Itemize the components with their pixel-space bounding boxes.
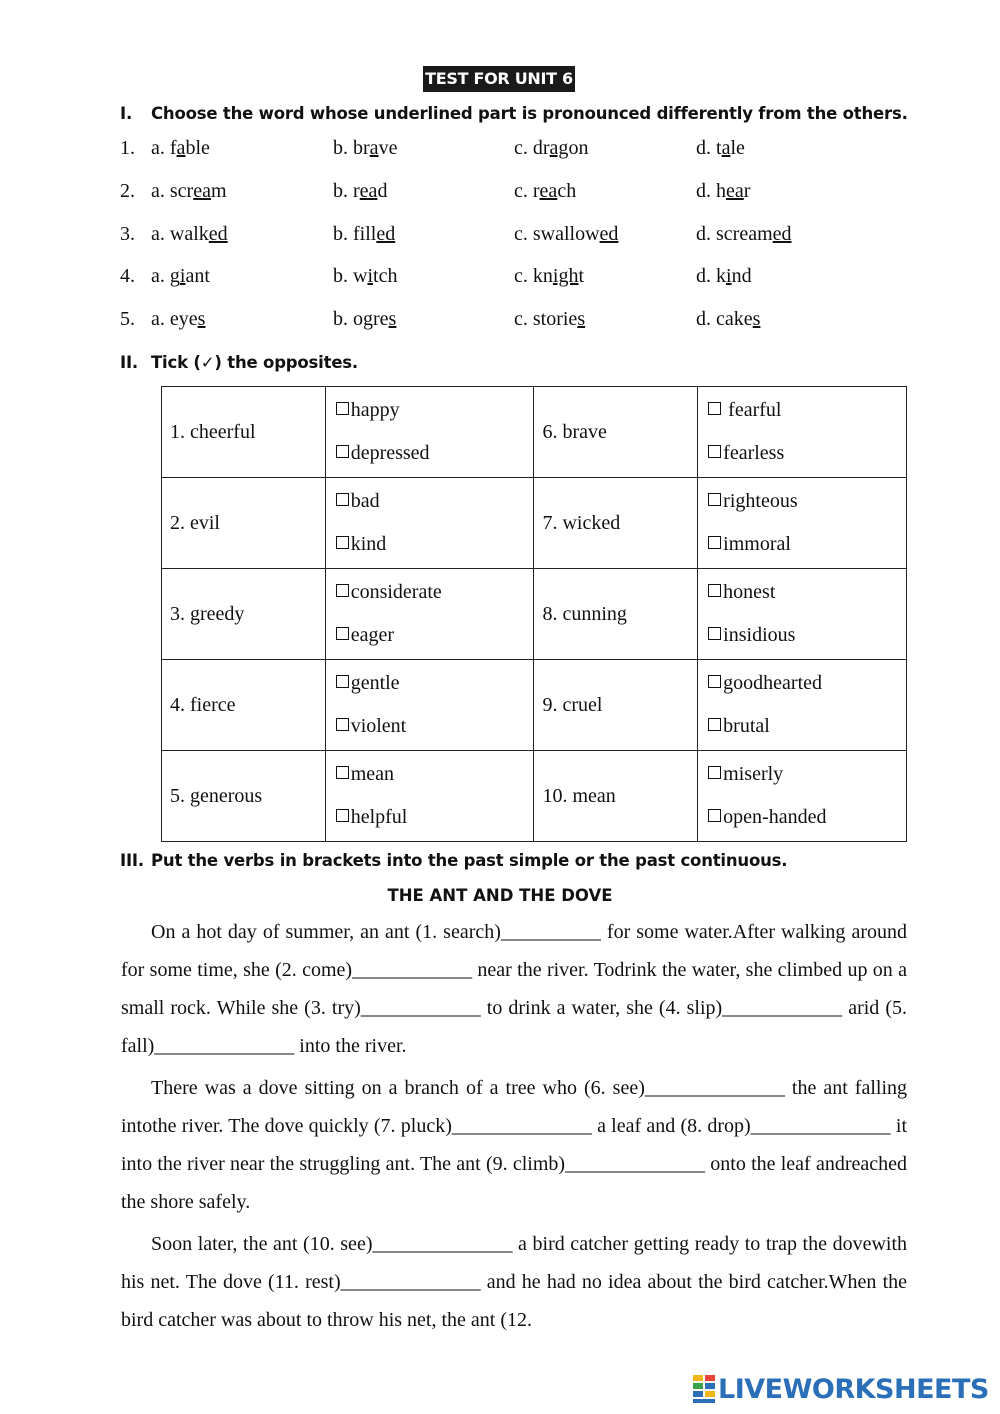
answer-option[interactable]	[514, 265, 584, 288]
question-number: 3.	[120, 223, 135, 245]
answer-option[interactable]	[333, 180, 387, 203]
target-word: 8. cunning	[534, 569, 698, 660]
option-text: m	[210, 180, 227, 202]
choice-cell	[325, 387, 534, 478]
underlined-part: i	[726, 265, 732, 287]
choice-label: depressed	[350, 442, 430, 464]
underlined-part: ed	[208, 223, 228, 245]
choice-label: miserly	[723, 763, 784, 785]
story-title: THE ANT AND THE DOVE	[387, 886, 613, 905]
answer-option[interactable]	[333, 265, 397, 288]
answer-option[interactable]	[696, 265, 752, 288]
answer-option[interactable]	[514, 308, 585, 331]
story-paragraph-3: Soon later, the ant (10. see)______________ a bird catcher getting ready to trap the dovewith his net. The dove (11. rest)______________ and he had no idea about the bird catcher.When the bird catcher was about to throw his net, the ant (12.	[121, 1233, 907, 1331]
checkbox-icon[interactable]	[336, 584, 349, 597]
choice-cell	[325, 660, 534, 751]
question-number: 5.	[120, 308, 135, 330]
option-text: ble	[185, 137, 210, 159]
checkbox-icon[interactable]	[336, 675, 349, 688]
choice-option[interactable]	[336, 571, 524, 614]
choice-option[interactable]	[336, 753, 524, 796]
underlined-part: s	[577, 308, 586, 330]
choice-cell	[698, 387, 907, 478]
choice-label: immoral	[723, 533, 791, 555]
option-text: d. h	[696, 180, 726, 202]
answer-option[interactable]	[151, 308, 205, 331]
choice-label: kind	[350, 533, 387, 555]
option-text: b. r	[333, 180, 360, 202]
table-row	[162, 478, 907, 569]
choice-option[interactable]	[708, 662, 896, 705]
choice-cell	[698, 751, 907, 842]
option-text: b. ogre	[333, 308, 389, 330]
checkbox-icon[interactable]	[336, 627, 349, 640]
choice-label: considerate	[350, 581, 442, 603]
target-word: 9. cruel	[534, 660, 698, 751]
checkbox-icon[interactable]	[336, 718, 349, 731]
underlined-part: s	[752, 308, 761, 330]
underlined-part: ea	[726, 180, 744, 202]
choice-label: fearful	[723, 399, 782, 421]
target-word: 10. mean	[534, 751, 698, 842]
option-text: b. fill	[333, 223, 377, 245]
section-2-instruction-end: ) the opposites.	[214, 353, 358, 372]
underlined-part: igh	[552, 265, 579, 287]
option-text: t	[578, 265, 585, 287]
story-paragraph-1: On a hot day of summer, an ant (1. search)__________ for some water.After walking around for some time, she (2. come)____________ near the river. Todrink the water, she climbed up on a small rock. While she (3. try)____________ to drink a water, she (4. slip)____________ arid (5. fall)______________ into the river.	[121, 921, 907, 1057]
option-text: c. kn	[514, 265, 553, 287]
section-1-heading	[120, 104, 908, 123]
choice-option[interactable]	[708, 753, 896, 796]
section-1-number: I.	[120, 104, 133, 123]
choice-option[interactable]	[708, 480, 896, 523]
checkbox-icon[interactable]	[708, 675, 721, 688]
checkbox-icon[interactable]	[708, 493, 721, 506]
answer-option[interactable]	[696, 308, 760, 331]
choice-option[interactable]	[708, 614, 896, 657]
answer-option[interactable]	[333, 137, 397, 160]
choice-option[interactable]	[708, 705, 896, 748]
option-text: a. walk	[151, 223, 209, 245]
target-word: 7. wicked	[534, 478, 698, 569]
table-row	[162, 569, 907, 660]
worksheet-title: TEST FOR UNIT 6	[423, 66, 575, 92]
option-text: d. cake	[696, 308, 753, 330]
option-text: a. scr	[151, 180, 194, 202]
choice-label: eager	[350, 624, 394, 646]
target-word: 2. evil	[162, 478, 326, 569]
option-text: c. swallow	[514, 223, 600, 245]
underlined-part: s	[197, 308, 206, 330]
option-text: d	[377, 180, 388, 202]
choice-label: fearless	[723, 442, 785, 464]
target-word: 6. brave	[534, 387, 698, 478]
option-text: ant	[185, 265, 210, 287]
underlined-part: i	[179, 265, 186, 287]
target-word: 4. fierce	[162, 660, 326, 751]
answer-option[interactable]	[514, 137, 588, 160]
choice-label: helpful	[350, 806, 408, 828]
choice-label: happy	[350, 399, 400, 421]
option-text: a. f	[151, 137, 177, 159]
answer-option[interactable]	[696, 180, 750, 203]
checkbox-icon[interactable]	[708, 627, 721, 640]
choice-option[interactable]	[336, 796, 524, 839]
checkbox-icon[interactable]	[708, 445, 721, 458]
underlined-part: ed	[599, 223, 619, 245]
checkbox-icon[interactable]	[336, 445, 349, 458]
option-text: le	[730, 137, 745, 159]
checkbox-icon[interactable]	[708, 584, 721, 597]
section-3-heading	[120, 851, 787, 870]
choice-label: bad	[350, 490, 380, 512]
checkbox-icon[interactable]	[336, 493, 349, 506]
choice-label: righteous	[723, 490, 798, 512]
underlined-part: ea	[539, 180, 558, 202]
answer-option[interactable]	[514, 180, 576, 203]
choice-option[interactable]	[708, 389, 896, 432]
section-1-instruction: Choose the word whose underlined part is pronounced differently from the others.	[151, 104, 908, 123]
checkbox-icon[interactable]	[708, 809, 721, 822]
underlined-part: a	[369, 137, 379, 159]
underlined-part: ed	[772, 223, 792, 245]
target-word: 3. greedy	[162, 569, 326, 660]
question-number: 2.	[120, 180, 135, 202]
checkbox-icon[interactable]	[336, 766, 349, 779]
answer-option[interactable]	[696, 223, 792, 246]
choice-option[interactable]	[336, 662, 524, 705]
option-text: d. scream	[696, 223, 773, 245]
choice-cell	[698, 660, 907, 751]
underlined-part: a	[721, 137, 731, 159]
underlined-part: s	[388, 308, 397, 330]
option-text: c. r	[514, 180, 540, 202]
choice-option[interactable]	[336, 523, 524, 566]
underlined-part: ea	[359, 180, 378, 202]
underlined-part: ed	[376, 223, 396, 245]
checkbox-icon[interactable]	[708, 718, 721, 731]
underlined-part: ea	[193, 180, 211, 202]
option-text: ve	[378, 137, 398, 159]
answer-option[interactable]	[333, 223, 395, 246]
liveworksheets-wordmark: LIVEWORKSHEETS	[718, 1373, 989, 1405]
option-text: ch	[557, 180, 577, 202]
checkbox-icon[interactable]	[336, 809, 349, 822]
option-text: b. br	[333, 137, 370, 159]
checkbox-icon[interactable]	[708, 402, 721, 415]
choice-label: insidious	[723, 624, 796, 646]
choice-cell	[698, 569, 907, 660]
checkbox-icon[interactable]	[336, 402, 349, 415]
choice-option[interactable]	[708, 523, 896, 566]
opposites-table	[161, 386, 907, 842]
target-word: 5. generous	[162, 751, 326, 842]
target-word: 1. cheerful	[162, 387, 326, 478]
question-number: 1.	[120, 137, 135, 159]
section-2-heading	[120, 353, 358, 372]
choice-label: brutal	[723, 715, 770, 737]
story-paragraph-2: There was a dove sitting on a branch of a tree who (6. see)______________ the ant falling intothe river. The dove quickly (7. pluck)______________ a leaf and (8. drop)______________ it into the river near the struggling ant. The ant (9. climb)______________ onto the leaf andreached the shore safely.	[121, 1077, 907, 1213]
choice-option[interactable]	[336, 432, 524, 475]
underlined-part: i	[367, 265, 374, 287]
table-row	[162, 660, 907, 751]
section-3-instruction: Put the verbs in brackets into the past simple or the past continuous.	[151, 851, 788, 870]
section-3-number: III.	[120, 851, 144, 870]
check-mark-icon: ✓	[200, 353, 215, 372]
choice-label: goodhearted	[723, 672, 823, 694]
answer-option[interactable]	[696, 137, 745, 160]
checkbox-icon[interactable]	[336, 536, 349, 549]
choice-option[interactable]	[336, 389, 524, 432]
choice-option[interactable]	[708, 432, 896, 475]
checkbox-icon[interactable]	[708, 766, 721, 779]
choice-label: violent	[350, 715, 407, 737]
choice-cell	[325, 569, 534, 660]
option-text: c. dr	[514, 137, 550, 159]
choice-option[interactable]	[336, 705, 524, 748]
option-text: d. k	[696, 265, 726, 287]
choice-cell	[325, 478, 534, 569]
answer-option[interactable]	[514, 223, 618, 246]
answer-option[interactable]	[333, 308, 396, 331]
option-text: nd	[731, 265, 752, 287]
liveworksheets-logo-icon	[692, 1374, 716, 1404]
choice-cell	[325, 751, 534, 842]
choice-option[interactable]	[708, 796, 896, 839]
choice-option[interactable]	[336, 614, 524, 657]
choice-label: honest	[723, 581, 776, 603]
question-number: 4.	[120, 265, 135, 287]
liveworksheets-watermark	[692, 1372, 989, 1406]
choice-label: gentle	[350, 672, 400, 694]
table-row	[162, 751, 907, 842]
answer-option[interactable]	[151, 223, 228, 246]
choice-option[interactable]	[336, 480, 524, 523]
choice-label: mean	[350, 763, 394, 785]
option-text: tch	[373, 265, 398, 287]
checkbox-icon[interactable]	[708, 536, 721, 549]
section-2-instruction-start: Tick (	[151, 353, 201, 372]
choice-cell	[698, 478, 907, 569]
underlined-part: a	[176, 137, 186, 159]
answer-option[interactable]	[151, 180, 227, 203]
option-text: b. w	[333, 265, 368, 287]
option-text: a. eye	[151, 308, 198, 330]
table-row	[162, 387, 907, 478]
answer-option[interactable]	[151, 265, 210, 288]
option-text: c. storie	[514, 308, 578, 330]
section-2-number: II.	[120, 353, 138, 372]
choice-label: open-handed	[723, 806, 827, 828]
option-text: d. t	[696, 137, 722, 159]
option-text: a. g	[151, 265, 180, 287]
option-text: r	[743, 180, 751, 202]
choice-option[interactable]	[708, 571, 896, 614]
answer-option[interactable]	[151, 137, 210, 160]
option-text: on	[568, 137, 589, 159]
underlined-part: ag	[549, 137, 569, 159]
